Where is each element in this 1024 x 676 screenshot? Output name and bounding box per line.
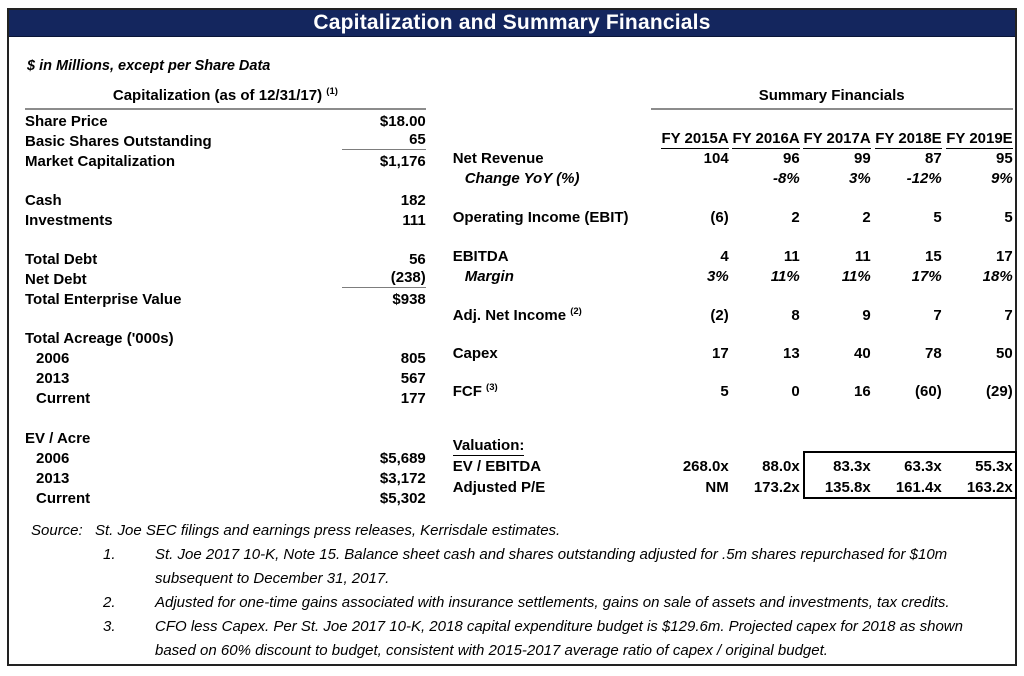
title-bar (9, 10, 1015, 37)
row-acreage-2006: 2006 805 (36, 350, 426, 367)
footnote-ref-1: (1) (326, 86, 338, 97)
row-operating-income: Operating Income (EBIT) (6) 2 2 5 5 (452, 209, 1013, 226)
capitalization-header (25, 87, 426, 110)
row-acreage-current: Current 177 (36, 390, 426, 407)
row-total-acreage-header: Total Acreage ('000s) (25, 330, 174, 347)
row-investments: Investments 111 (25, 212, 426, 229)
source-label: Source: (31, 522, 83, 539)
row-adjusted-pe: Adjusted P/E NM 173.2x 135.8x 161.4x 163.2x (452, 479, 1013, 496)
row-ev-acre-header: EV / Acre (25, 430, 91, 447)
tables-area (25, 87, 1015, 507)
row-share-price: Share Price $18.00 (25, 113, 426, 130)
row-ebitda-margin: Margin 3% 11% 11% 17% 18% (464, 268, 1013, 285)
footnotes (31, 519, 995, 663)
valuation-section (453, 434, 1015, 496)
col-fy2015a: FY 2015A (661, 130, 729, 147)
page-title: Capitalization and Summary Financials (313, 11, 711, 34)
valuation-header: Valuation: (452, 437, 525, 454)
row-ev-acre-current: Current $5,302 (36, 490, 426, 507)
summary-financials-header: Summary Financials (651, 87, 1013, 110)
row-basic-shares: Basic Shares Outstanding 65 (25, 131, 426, 150)
row-market-cap: Market Capitalization $1,176 (25, 153, 426, 170)
capitalization-header-text: Capitalization (as of 12/31/17) (112, 87, 323, 104)
row-acreage-2013: 2013 567 (36, 370, 426, 387)
row-ev-acre-2006: 2006 $5,689 (36, 450, 426, 467)
capitalization-table (25, 87, 426, 507)
units-note: $ in Millions, except per Share Data (27, 58, 271, 74)
valuation-header-row (453, 434, 1015, 454)
row-net-revenue: Net Revenue 104 96 99 87 95 (452, 150, 1013, 167)
footnote-ref-2: (2) (570, 306, 582, 317)
col-fy2017a: FY 2017A (803, 130, 871, 147)
row-adj-net-income: Adj. Net Income $^{(2)}$ (2) 8 9 7 7 (452, 306, 1013, 324)
row-cash: Cash 182 (25, 192, 426, 209)
row-fcf: FCF $^{(3)}$ 5 0 16 (60) (29) (452, 382, 1013, 400)
col-fy2019e: FY 2019E (946, 130, 1013, 147)
source-line: Source: St. Joe SEC filings and earnings press releases, Kerrisdale estimates. (31, 519, 995, 543)
report-page (7, 8, 1017, 666)
footnote-2: 2. Adjusted for one-time gains associated with insurance settlements, gains on sale of assets and investments, tax credits. (103, 594, 950, 611)
col-fy2016a: FY 2016A (732, 130, 800, 147)
row-enterprise-value: Total Enterprise Value $938 (25, 291, 426, 308)
row-total-debt: Total Debt 56 (25, 251, 426, 268)
col-fy2018e: FY 2018E (875, 130, 942, 147)
row-change-yoy: Change YoY (%) -8% 3% -12% 9% (464, 170, 1013, 187)
footnote-ref-3: (3) (486, 382, 498, 393)
row-ev-ebitda: EV / EBITDA 268.0x 88.0x 83.3x 63.3x 55.3x (452, 458, 1013, 475)
footnote-1: 1. St. Joe 2017 10-K, Note 15. Balance sheet cash and shares outstanding adjusted for .5m shares repurchased for $10m subsequent to December 31, 2017. (103, 546, 948, 587)
summary-financials-table (453, 87, 1015, 507)
row-ebitda: EBITDA 4 11 11 15 17 (452, 248, 1013, 265)
row-capex: Capex 17 13 40 78 50 (452, 345, 1013, 362)
column-header-row (453, 127, 1015, 147)
row-net-debt: Net Debt (238) (25, 269, 426, 288)
row-ev-acre-2013: 2013 $3,172 (36, 470, 426, 487)
footnote-3: 3. CFO less Capex. Per St. Joe 2017 10-K, 2018 capital expenditure budget is $129.6m. Projected capex for 2018 as shown based on 60% discount to budget, consistent with 2015-2017 average ratio of capex / original budget. (103, 618, 963, 659)
